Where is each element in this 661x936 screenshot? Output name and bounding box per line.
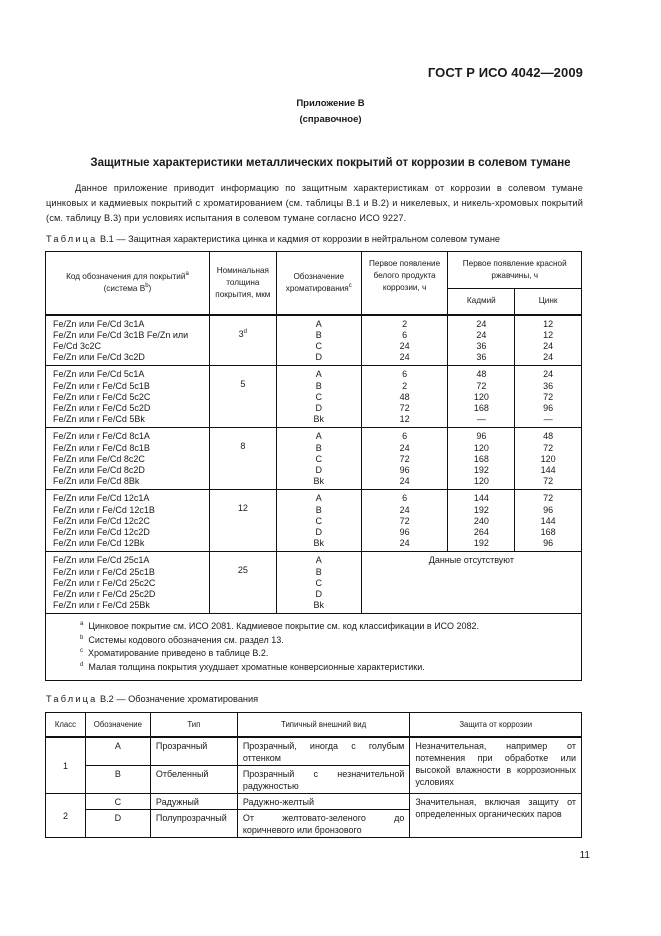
header-designation: Обозначение xyxy=(85,713,150,737)
cell-line: 72 xyxy=(543,476,554,487)
cell-line: 96 xyxy=(543,402,554,413)
table-row-group xyxy=(46,552,582,614)
chromate-cell xyxy=(276,490,361,552)
annex-heading xyxy=(0,96,661,128)
type-cell: Прозрачный xyxy=(150,737,237,766)
cell-line: 2 xyxy=(402,318,408,329)
cell-line: 96 xyxy=(399,526,410,537)
header-zinc: Цинк xyxy=(515,289,582,315)
cell-line: 36 xyxy=(476,340,487,351)
cell-line: 144 xyxy=(540,515,556,526)
header-code-text: Код обозначения для покрытий xyxy=(66,271,186,281)
designation-cell: B xyxy=(85,765,150,793)
cell-line: 240 xyxy=(473,515,489,526)
footnote: $^c$ Хроматирование приведено в таблице В.2. xyxy=(80,648,269,659)
cell-line: C xyxy=(315,515,323,526)
designation-cell: A xyxy=(85,737,150,766)
cell-line: A xyxy=(315,369,322,380)
cell-line: 168 xyxy=(473,402,489,413)
header-code-sub: (система В xyxy=(103,283,146,293)
table1-caption xyxy=(46,234,500,244)
cell-line: 2 xyxy=(402,380,408,391)
cell-line: C xyxy=(315,391,323,402)
table2-caption-text: В.2 — Обозначение хроматирования xyxy=(97,694,259,704)
zinc-cell xyxy=(515,315,582,366)
cell-line: Fe/Zn или Fe/Cd 3c1A xyxy=(53,318,145,329)
cell-line: Fe/Zn или r Fe/Cd 25c2D xyxy=(53,588,156,599)
white-corrosion-cell xyxy=(361,490,448,552)
table1-footnotes xyxy=(46,614,582,681)
header-protection: Защита от коррозии xyxy=(410,713,582,737)
cell-line: C xyxy=(315,340,323,351)
cell-line: 72 xyxy=(543,442,554,453)
class-cell: 1 xyxy=(46,737,86,794)
table-b1 xyxy=(45,251,582,681)
header-chromate-text: Обозначение хроматирования xyxy=(285,271,349,293)
header-thickness: Номинальная толщина покрытия, мкм xyxy=(209,252,276,315)
cell-line: Fe/Zn или Fe/Cd 8c2C xyxy=(53,453,145,464)
cell-line: 192 xyxy=(473,504,489,515)
cell-line: A xyxy=(315,555,322,566)
white-corrosion-cell xyxy=(361,315,448,366)
header-code xyxy=(46,252,210,315)
cell-line: 72 xyxy=(399,515,410,526)
chromate-cell xyxy=(276,366,361,428)
table-row-group xyxy=(46,366,582,428)
cell-line: B xyxy=(315,442,322,453)
cell-line: Bk xyxy=(313,600,325,611)
cell-line: Fe/Zn или r Fe/Cd 8c1A xyxy=(53,431,150,442)
appearance-cell: Прозрачный, иногда с голубым оттенком xyxy=(237,737,410,766)
header-appearance: Типичный внешний вид xyxy=(237,713,410,737)
cell-line: 24 xyxy=(476,329,487,340)
cell-line: Fe/Zn или Fe/Cd 5c1A xyxy=(53,369,145,380)
type-cell: Полупрозрачный xyxy=(150,809,237,837)
footnote-ref: d xyxy=(243,328,248,335)
cell-line: 6 xyxy=(402,369,408,380)
header-red-rust: Первое появление красной ржавчины, ч xyxy=(448,252,582,289)
cell-line: Bk xyxy=(313,414,325,425)
protection-cell: Значительная, включая защиту от определенных органических паров xyxy=(410,793,582,837)
coating-code-cell xyxy=(46,552,210,614)
document-code: ГОСТ Р ИСО 4042—2009 xyxy=(427,65,583,80)
cell-line: 24 xyxy=(543,369,554,380)
cell-line: Fe/Zn или r Fe/Cd 5c2C xyxy=(53,391,151,402)
cell-line: Fe/Zn или r Fe/Cd 5c2D xyxy=(53,402,151,413)
cell-line: 24 xyxy=(543,340,554,351)
thickness-cell: 3$^d$ xyxy=(209,315,276,366)
cell-line: 120 xyxy=(473,391,489,402)
coating-code-cell xyxy=(46,490,210,552)
coating-code-cell xyxy=(46,428,210,490)
cell-line: 12 xyxy=(543,329,554,340)
footnote-ref: b xyxy=(145,282,149,289)
appearance-cell: Прозрачный с незначительной радужностью xyxy=(237,765,410,793)
intro-paragraph: Данное приложение приводит информацию по защитным характеристикам от коррозии в солевом тумане цинковых и кадмиевых покрытий с хроматированием (см. таблицы В.1 и В.2) и никелевых, и никель-хромовых покрытий (см. таблицу В.3) при условиях испытания в солевом тумане согласно ИСО 9227. xyxy=(46,183,583,223)
cell-line: Fe/Zn или Fe/Cd 3c1B Fe/Zn или xyxy=(53,329,189,340)
cell-line: D xyxy=(315,402,323,413)
cell-line: Fe/Cd 3c2C xyxy=(53,340,102,351)
annex-subtitle: (справочное) xyxy=(299,114,362,125)
class-cell: 2 xyxy=(46,793,86,837)
cadmium-cell xyxy=(448,366,515,428)
cell-line: Fe/Zn или r Fe/Cd 12c1B xyxy=(53,504,155,515)
cell-line: 72 xyxy=(476,380,487,391)
cell-line: 6 xyxy=(402,493,408,504)
page-number: 11 xyxy=(579,850,590,861)
header-code-sub-end: ) xyxy=(148,283,152,293)
footnote: $^b$ Системы кодового обозначения см. раздел 13. xyxy=(80,634,284,645)
cell-line: D xyxy=(315,464,323,475)
cell-line: 72 xyxy=(543,493,554,504)
cell-line: Fe/Zn или Fe/Cd 8Bk xyxy=(53,476,140,487)
cell-line: Fe/Zn или Fe/Cd 3c2D xyxy=(53,352,145,363)
cell-line: B xyxy=(315,504,322,515)
cell-line: A xyxy=(315,431,322,442)
cell-line: Fe/Zn или r Fe/Cd 25c2C xyxy=(53,577,156,588)
cell-line: 6 xyxy=(402,431,408,442)
protection-cell: Незначительная, например от потемнения при обработке или высокой влажности в коррозионных условиях xyxy=(410,737,582,794)
footnote-ref: c xyxy=(348,282,352,289)
coating-code-cell xyxy=(46,366,210,428)
cell-line: Fe/Zn или Fe/Cd 12c1A xyxy=(53,493,150,504)
cell-line: 48 xyxy=(399,391,410,402)
cell-line: 120 xyxy=(540,453,556,464)
cell-line: 24 xyxy=(399,352,410,363)
cell-line: 6 xyxy=(402,329,408,340)
chromate-cell xyxy=(276,315,361,366)
header-class: Класс xyxy=(46,713,86,737)
cell-line: C xyxy=(315,453,323,464)
cell-line: Fe/Zn или Fe/Cd 12c2C xyxy=(53,515,150,526)
cell-line: Fe/Zn или r Fe/Cd 5c1B xyxy=(53,380,150,391)
thickness-cell: 12 xyxy=(209,490,276,552)
cell-line: 96 xyxy=(476,431,487,442)
cell-line: 168 xyxy=(540,526,556,537)
cell-line: 24 xyxy=(399,476,410,487)
cell-line: Bk xyxy=(313,538,325,549)
cadmium-cell xyxy=(448,315,515,366)
cell-line: — xyxy=(543,414,553,425)
cell-line: Fe/Zn или r Fe/Cd 5Bk xyxy=(53,414,145,425)
cell-line: A xyxy=(315,493,322,504)
cell-line: Fe/Zn или Fe/Cd 12Bk xyxy=(53,538,145,549)
cell-line: 144 xyxy=(473,493,489,504)
cell-line: 36 xyxy=(476,352,487,363)
cell-line: Fe/Zn или Fe/Cd 12c2D xyxy=(53,526,150,537)
type-cell: Отбеленный xyxy=(150,765,237,793)
chromate-cell xyxy=(276,552,361,614)
cell-line: 72 xyxy=(399,402,410,413)
cell-line: 48 xyxy=(476,369,487,380)
cell-line: B xyxy=(315,329,322,340)
footnote-ref: a xyxy=(185,270,189,277)
appearance-cell: Радужно-желтый xyxy=(237,793,410,809)
table-row-group xyxy=(46,490,582,552)
cell-line: 24 xyxy=(476,318,487,329)
cell-line: 72 xyxy=(399,453,410,464)
cell-line: 96 xyxy=(543,538,554,549)
cell-line: B xyxy=(315,380,322,391)
cell-line: D xyxy=(315,588,323,599)
cell-line: D xyxy=(315,352,323,363)
zinc-cell xyxy=(515,428,582,490)
table2-caption-prefix: Таблица xyxy=(46,694,98,704)
white-corrosion-cell xyxy=(361,366,448,428)
cell-line: C xyxy=(315,577,323,588)
cell-line: 72 xyxy=(543,391,554,402)
appearance-cell: От желтовато-зеленого до коричневого или бронзового xyxy=(237,809,410,837)
cell-line: A xyxy=(315,318,322,329)
cell-line: 12 xyxy=(543,318,554,329)
thickness-cell: 8 xyxy=(209,428,276,490)
cell-line: 24 xyxy=(543,352,554,363)
cell-line: 24 xyxy=(399,442,410,453)
type-cell: Радужный xyxy=(150,793,237,809)
no-data-cell: Данные отсутствуют xyxy=(361,552,581,614)
cadmium-cell xyxy=(448,490,515,552)
table1-caption-text: В.1 — Защитная характеристика цинка и кадмия от коррозии в нейтральном солевом тумане xyxy=(97,234,501,244)
cell-line: 24 xyxy=(399,538,410,549)
table-row xyxy=(46,737,582,766)
table-row-group xyxy=(46,315,582,366)
cell-line: Fe/Zn или r Fe/Cd 25c1B xyxy=(53,566,155,577)
header-type: Тип xyxy=(150,713,237,737)
cell-line: 24 xyxy=(399,504,410,515)
cell-line: 24 xyxy=(399,340,410,351)
cell-line: Fe/Zn или Fe/Cd 25c1A xyxy=(53,555,150,566)
cell-line: 192 xyxy=(473,464,489,475)
coating-code-cell xyxy=(46,315,210,366)
cell-line: 264 xyxy=(473,526,489,537)
cell-line: 120 xyxy=(473,442,489,453)
zinc-cell xyxy=(515,490,582,552)
table-b2 xyxy=(45,712,582,838)
header-chromate xyxy=(276,252,361,315)
cell-line: — xyxy=(476,414,486,425)
white-corrosion-cell xyxy=(361,428,448,490)
annex-title: Приложение В xyxy=(296,98,365,109)
cell-line: 48 xyxy=(543,431,554,442)
designation-cell: C xyxy=(85,793,150,809)
thickness-cell: 5 xyxy=(209,366,276,428)
header-cadmium: Кадмий xyxy=(448,289,515,315)
cell-line: 12 xyxy=(399,414,410,425)
section-title: Защитные характеристики металлических покрытий от коррозии в солевом тумане xyxy=(90,157,571,169)
cell-line: B xyxy=(315,566,322,577)
footnote: $^a$ Цинковое покрытие см. ИСО 2081. Кадмиевое покрытие см. код классификации в ИСО 2082. xyxy=(80,621,480,632)
chromate-cell xyxy=(276,428,361,490)
cell-line: Fe/Zn или r Fe/Cd 8c1B xyxy=(53,442,150,453)
table2-caption xyxy=(46,694,258,704)
cell-line: 144 xyxy=(540,464,556,475)
cell-line: Fe/Zn или r Fe/Cd 25Bk xyxy=(53,600,150,611)
header-white-corrosion: Первое появление белого продукта коррозии, ч xyxy=(361,252,448,315)
cell-line: 36 xyxy=(543,380,554,391)
cell-line: 120 xyxy=(473,476,489,487)
cell-line: Bk xyxy=(313,476,325,487)
footnote: $^d$ Малая толщина покрытия ухудшает хроматные конверсионные характеристики. xyxy=(80,661,425,672)
cell-line: 96 xyxy=(399,464,410,475)
cell-line: 96 xyxy=(543,504,554,515)
table1-caption-prefix: Таблица xyxy=(46,234,98,244)
zinc-cell xyxy=(515,366,582,428)
thickness-cell: 25 xyxy=(209,552,276,614)
cell-line: 192 xyxy=(473,538,489,549)
table-row xyxy=(46,793,582,809)
table-row-group xyxy=(46,428,582,490)
cell-line: D xyxy=(315,526,323,537)
cadmium-cell xyxy=(448,428,515,490)
cell-line: Fe/Zn или Fe/Cd 8c2D xyxy=(53,464,145,475)
designation-cell: D xyxy=(85,809,150,837)
cell-line: 168 xyxy=(473,453,489,464)
